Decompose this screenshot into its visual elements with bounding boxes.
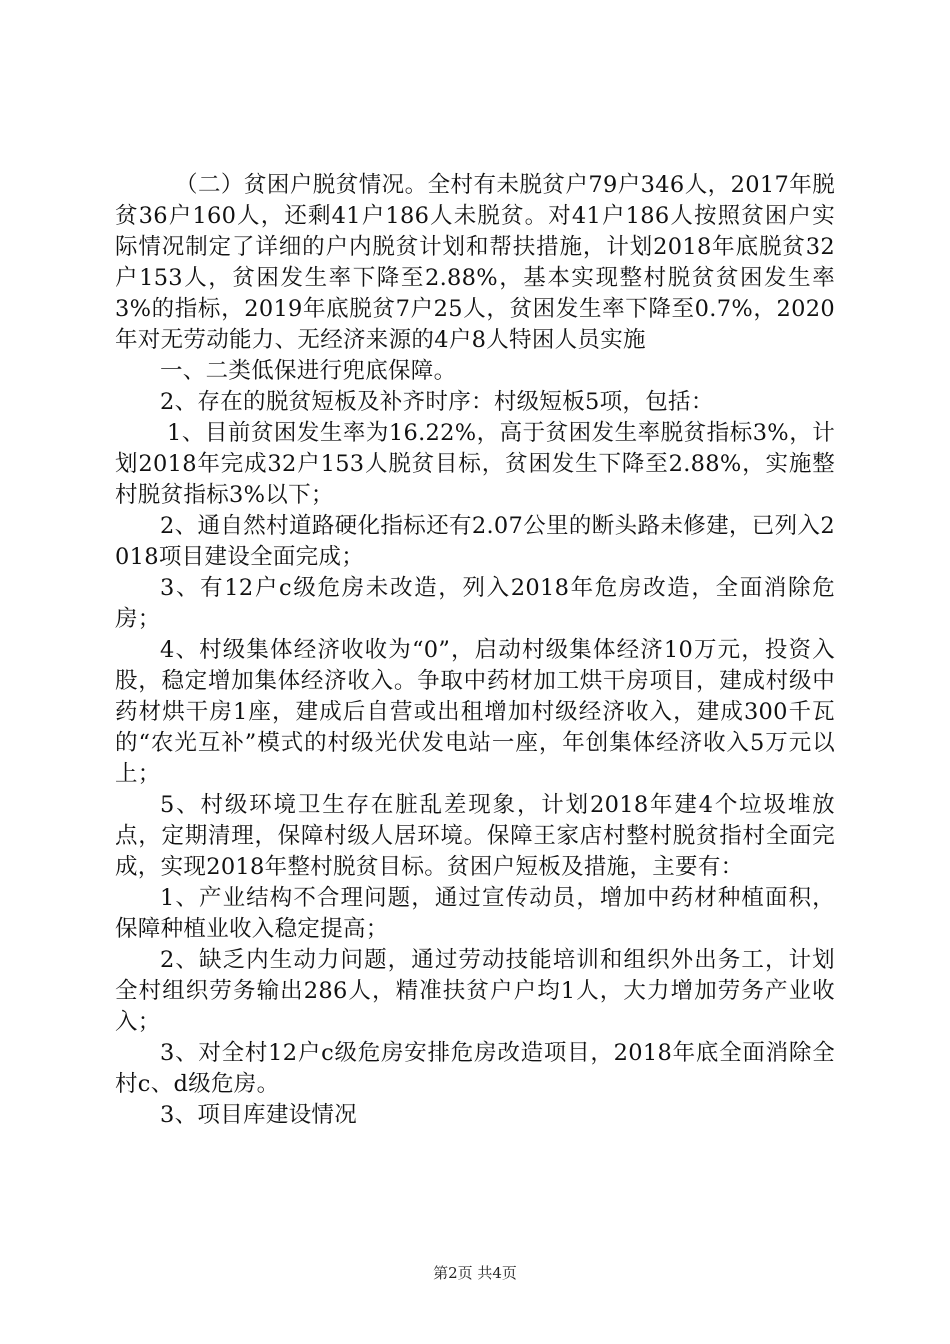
- paragraph-low-income-guarantee: 一、二类低保进行兜底保障。: [160, 358, 457, 384]
- paragraph-project-library: 3、项目库建设情况: [160, 1102, 358, 1128]
- page-footer: 第2页 共4页: [433, 1264, 517, 1282]
- paragraph-item-4-collective-economy: 4、村级集体经济收收为“0”，启动村级集体经济10万元，投资入股，稳定增加集体经济收入。争取中药材加工烘干房项目，建成村级中药材烘干房1座，建成后自营或出租增加村级经济收入，建成300千瓦的“农光互补”模式的村级光伏发电站一座，年创集体经济收入5万元以上；: [115, 637, 835, 787]
- paragraph-item-1-poverty-rate: 1、目前贫困发生率为16.22%，高于贫困发生率脱贫指标3%，计划2018年完成32户153人脱贫目标，贫困发生下降至2.88%，实施整村脱贫指标3%以下；: [115, 420, 835, 508]
- paragraph-poverty-status: （二）贫困户脱贫情况。全村有未脱贫户79户346人，2017年脱贫36户160人，还剩41户186人未脱贫。对41户186人按照贫困户实际情况制定了详细的户内脱贫计划和帮扶措施，计划2018年底脱贫32户153人，贫困发生率下降至2.88%，基本实现整村脱贫贫困发生率3%的指标，2019年底脱贫7户25人，贫困发生率下降至0.7%，2020年对无劳动能力、无经济来源的4户8人特困人员实施: [115, 172, 835, 353]
- paragraph-household-1-industry: 1、产业结构不合理问题，通过宣传动员，增加中药材种植面积，保障种植业收入稳定提高；: [115, 885, 835, 942]
- paragraph-item-5-environment: 5、村级环境卫生存在脏乱差现象，计划2018年建4个垃圾堆放点，定期清理，保障村级人居环境。保障王家店村整村脱贫指村全面完成，实现2018年整村脱贫目标。贫困户短板及措施，主要有：: [115, 792, 835, 880]
- paragraph-household-3-housing: 3、对全村12户c级危房安排危房改造项目，2018年底全面消除全村c、d级危房。: [115, 1040, 835, 1097]
- paragraph-item-2-roads: 2、通自然村道路硬化指标还有2.07公里的断头路未修建，已列入2018项目建设全面完成；: [115, 513, 835, 570]
- paragraph-shortcomings-heading: 2、存在的脱贫短板及补齐时序：村级短板5项，包括：: [160, 389, 714, 415]
- paragraph-item-3-housing: 3、有12户c级危房未改造，列入2018年危房改造，全面消除危房；: [115, 575, 835, 632]
- paragraph-household-2-motivation: 2、缺乏内生动力问题，通过劳动技能培训和组织外出务工，计划全村组织劳务输出286人，精准扶贫户户均1人，大力增加劳务产业收入；: [115, 947, 835, 1035]
- document-body: [115, 170, 835, 1131]
